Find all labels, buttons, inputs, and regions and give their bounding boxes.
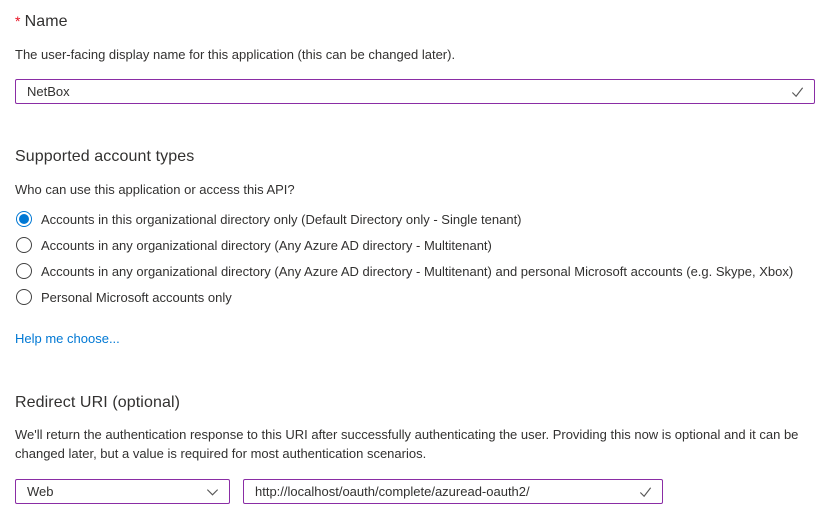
radio-option-label: Accounts in any organizational directory (Any Azure AD directory - Multitenant)	[41, 237, 492, 253]
radio-unselected-icon	[16, 263, 32, 279]
name-section	[15, 11, 815, 104]
radio-option-multitenant-personal[interactable]	[15, 258, 815, 284]
radio-unselected-icon	[16, 289, 32, 305]
radio-option-multitenant[interactable]	[15, 232, 815, 258]
valid-check-icon	[790, 84, 805, 99]
account-types-title: Supported account types	[15, 148, 195, 165]
radio-option-label: Personal Microsoft accounts only	[41, 289, 232, 305]
chevron-down-icon	[205, 484, 220, 499]
name-section-title	[15, 11, 815, 32]
radio-option-single-tenant[interactable]	[15, 206, 815, 232]
platform-select-value: Web	[27, 484, 54, 499]
platform-select[interactable]	[15, 479, 230, 504]
radio-selected-icon	[16, 211, 32, 227]
required-asterisk: *	[15, 13, 21, 29]
supported-account-types-section	[15, 147, 815, 348]
account-types-question: Who can use this application or access this API?	[15, 182, 295, 197]
name-field	[15, 79, 815, 104]
help-me-choose-link[interactable]: Help me choose...	[15, 331, 120, 346]
name-title-text: Name	[24, 13, 68, 30]
radio-unselected-icon	[16, 237, 32, 253]
radio-option-label: Accounts in this organizational directory only (Default Directory only - Single tenant)	[41, 211, 522, 227]
radio-option-personal-only[interactable]	[15, 284, 815, 310]
redirect-uri-field	[243, 479, 663, 504]
redirect-uri-input[interactable]	[243, 479, 663, 504]
redirect-uri-title: Redirect URI (optional)	[15, 394, 181, 411]
name-input[interactable]	[15, 79, 815, 104]
valid-check-icon	[638, 484, 653, 499]
account-type-radio-group	[15, 206, 815, 310]
redirect-uri-section	[15, 393, 815, 504]
name-description: The user-facing display name for this application (this can be changed later).	[15, 47, 456, 62]
redirect-uri-description: We'll return the authentication response to this URI after successfully authenticating the user. Providing this now is optional and it can be changed later, but a value is required for most authentication scenarios.	[15, 427, 799, 461]
redirect-uri-row	[15, 479, 815, 504]
radio-option-label: Accounts in any organizational directory (Any Azure AD directory - Multitenant) and personal Microsoft accounts (e.g. Skype, Xbox)	[41, 263, 794, 279]
